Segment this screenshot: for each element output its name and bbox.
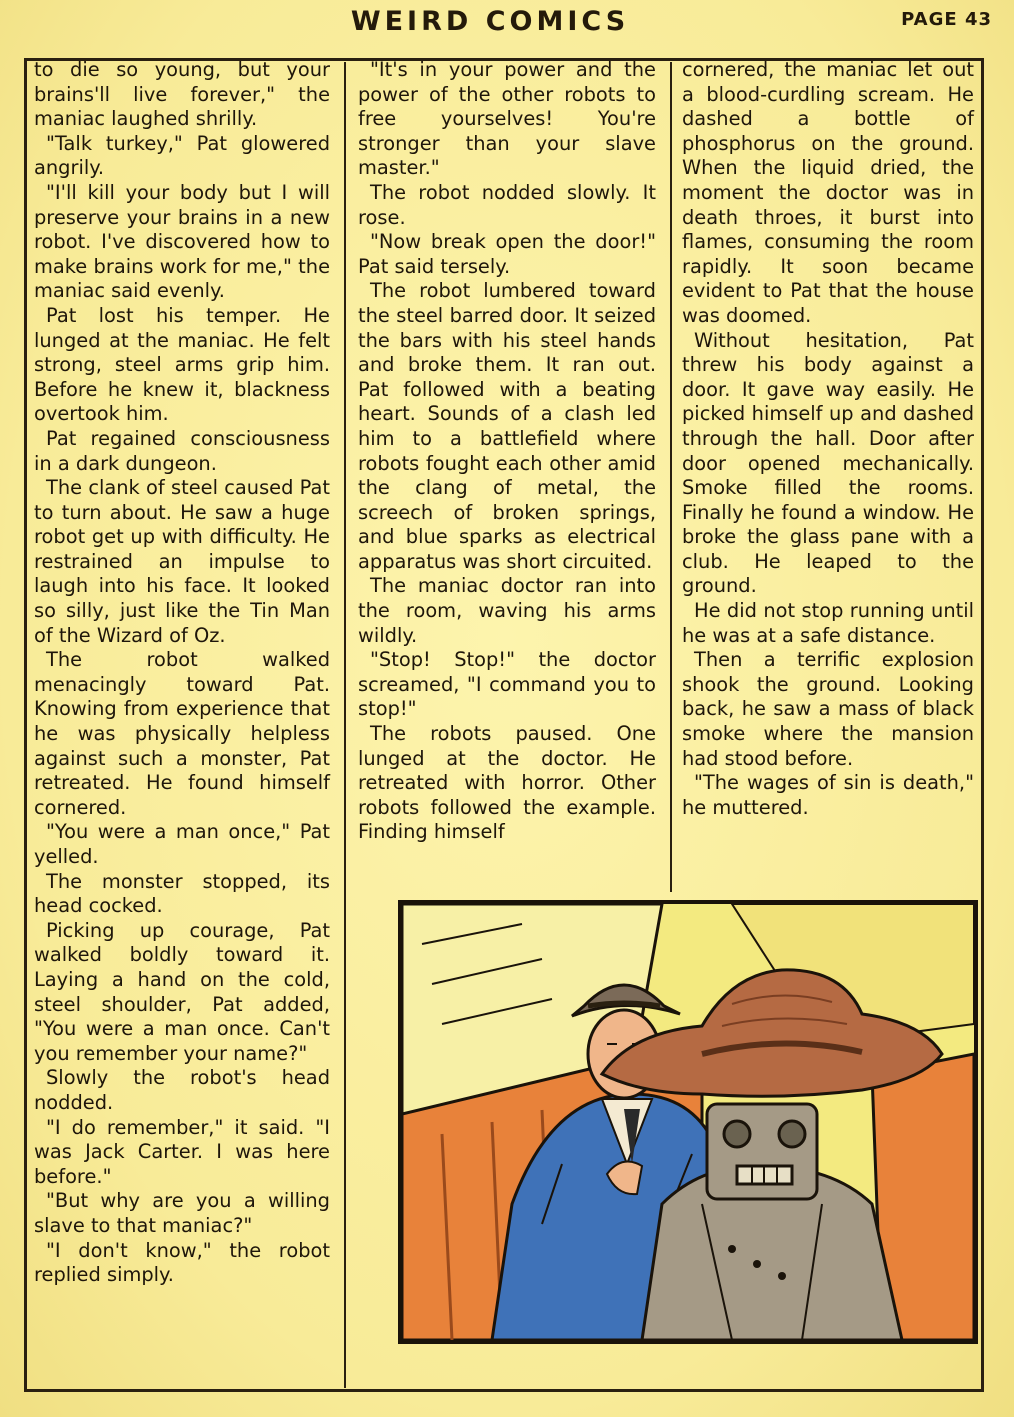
paragraph: "Now break open the door!" Pat said tersely. <box>358 230 656 278</box>
paragraph: He did not stop running until he was at a safe distance. <box>682 599 974 647</box>
paragraph: The maniac doctor ran into the room, waving his arms wildly. <box>358 574 656 647</box>
paragraph: Then a terrific explosion shook the ground. Looking back, he saw a mass of black smoke where the mansion had stood before. <box>682 648 974 770</box>
paragraph: Without hesitation, Pat threw his body against a door. It gave way easily. He picked himself up and dashed through the hall. Door after door opened mechanically. Smoke filled the rooms. Finally he found a window. He broke the glass pane with a club. He leaped to the ground. <box>682 328 974 598</box>
series-title: WEIRD COMICS <box>350 6 630 37</box>
paragraph: Picking up courage, Pat walked boldly toward it. Laying a hand on the cold, steel shoulder, Pat added, "You were a man once. Can't you remember your name?" <box>34 918 330 1065</box>
robot-eye-left <box>724 1121 750 1147</box>
paragraph: "I do remember," it said. "I was Jack Carter. I was here before." <box>34 1115 330 1188</box>
paragraph: The monster stopped, its head cocked. <box>34 869 330 918</box>
paragraph: "But why are you a willing slave to that maniac?" <box>34 1189 330 1237</box>
comic-panel-illustration <box>398 900 978 1344</box>
paragraph: "It's in your power and the power of the other robots to free yourselves! You're stronger than your slave master." <box>358 58 656 180</box>
coat-button <box>753 1260 761 1268</box>
paragraph: "I'll kill your body but I will preserve your brains in a new robot. I've discovered how to make brains work for me," the maniac said evenly. <box>34 180 330 303</box>
paragraph: Pat regained consciousness in a dark dungeon. <box>34 426 330 475</box>
coat-button <box>778 1272 786 1280</box>
column-divider <box>344 62 346 1388</box>
page-number: PAGE 43 <box>901 9 992 30</box>
car-interior-scene <box>402 904 974 1340</box>
story-column-2 <box>358 58 656 845</box>
paragraph: The robot walked menacingly toward Pat. Knowing from experience that he was physically helpless against such a monster, Pat retreated. He found himself cornered. <box>34 648 330 819</box>
paragraph: Pat lost his temper. He lunged at the maniac. He felt strong, steel arms grip him. Before he knew it, blackness overtook him. <box>34 303 330 426</box>
paragraph: "I don't know," the robot replied simply. <box>34 1238 330 1287</box>
story-column-1 <box>34 58 330 1288</box>
paragraph: "Talk turkey," Pat glowered angrily. <box>34 131 330 180</box>
paragraph: cornered, the maniac let out a blood-curdling scream. He dashed a bottle of phosphorus on the ground. When the liquid dried, the moment the doctor was in death throes, it burst into flames, consuming the room rapidly. It soon became evident to Pat that the house was doomed. <box>682 58 974 327</box>
paragraph: "The wages of sin is death," he muttered. <box>682 771 974 819</box>
robot-eye-right <box>779 1121 805 1147</box>
paragraph: The robot nodded slowly. It rose. <box>358 180 656 229</box>
story-column-3 <box>682 58 974 820</box>
page-header <box>0 0 1014 52</box>
column-divider <box>670 62 672 892</box>
paragraph: The clank of steel caused Pat to turn about. He saw a huge robot get up with difficulty. He restrained an impulse to laugh into his face. It looked so silly, just like the Tin Man of the Wizard of Oz. <box>34 476 330 647</box>
paragraph: The robot lumbered toward the steel barred door. It seized the bars with his steel hands and broke them. It ran out. Pat followed with a beating heart. Sounds of a clash led him to a battlefield where robots fought each other amid the clang of metal, the screech of broken springs, and blue sparks as electrical apparatus was short circuited. <box>358 279 656 573</box>
paragraph: "You were a man once," Pat yelled. <box>34 820 330 868</box>
paragraph: "Stop! Stop!" the doctor screamed, "I command you to stop!" <box>358 648 656 721</box>
paragraph: The robots paused. One lunged at the doctor. He retreated with horror. Other robots followed the example. Finding himself <box>358 722 656 844</box>
paragraph: Slowly the robot's head nodded. <box>34 1066 330 1114</box>
paragraph: to die so young, but your brains'll live forever," the maniac laughed shrilly. <box>34 58 330 131</box>
coat-button <box>728 1245 736 1253</box>
